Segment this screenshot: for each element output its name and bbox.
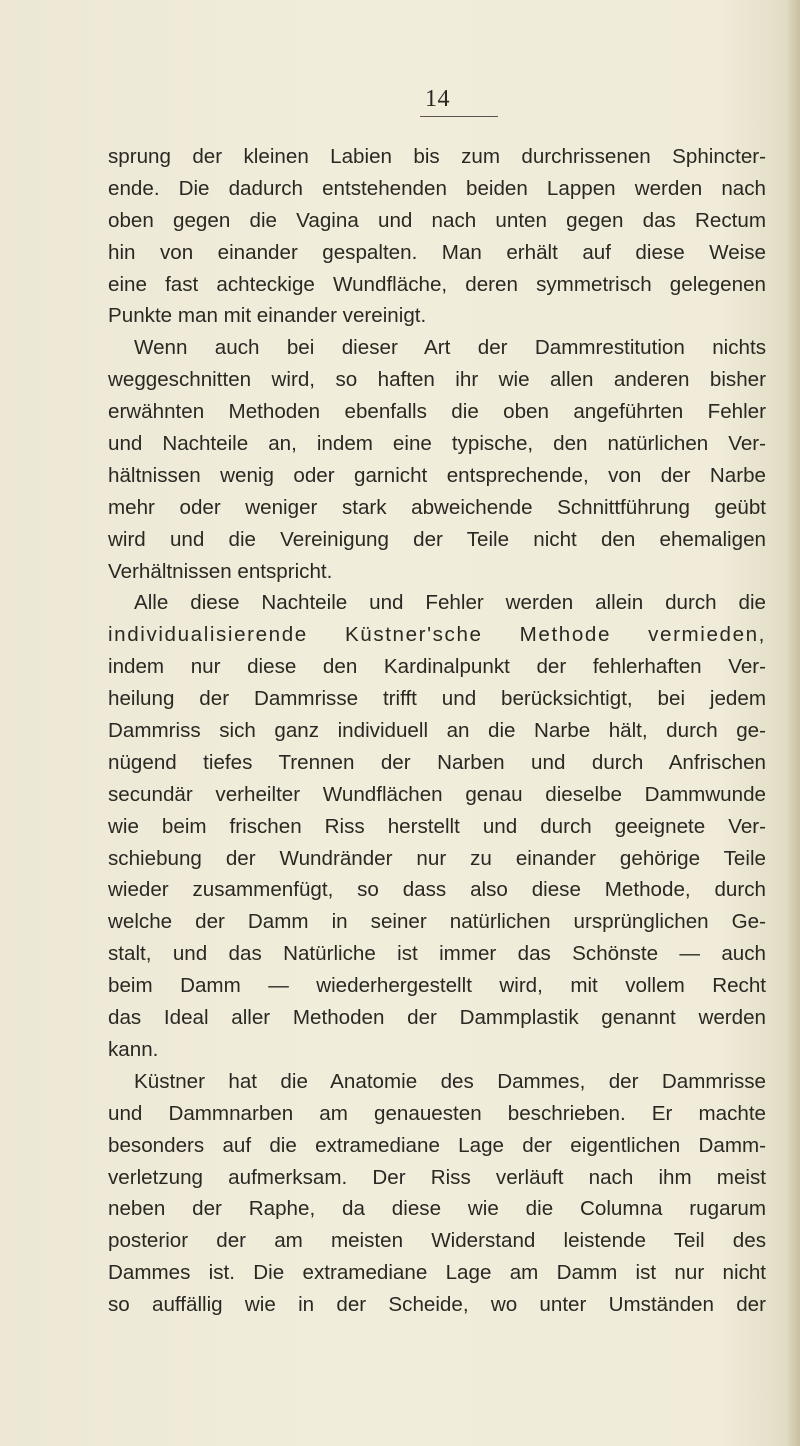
text-line: secundär verheilter Wundflächen genau dieselbe Dammwunde — [108, 782, 766, 806]
text-line: Wenn auch bei dieser Art der Dammrestitution nichts — [134, 336, 766, 360]
text-line: hältnissen wenig oder garnicht entsprechende, von der Narbe — [108, 463, 766, 487]
text-line: beim Damm — wiederhergestellt wird, mit vollem Recht — [108, 974, 766, 998]
text-line: Verhältnissen entspricht. — [108, 559, 333, 583]
text-line: Dammes ist. Die extramediane Lage am Damm ist nur nicht — [108, 1261, 766, 1285]
text-line: Dammriss sich ganz individuell an die Narbe hält, durch ge- — [108, 719, 766, 743]
text-line: besonders auf die extramediane Lage der eigentlichen Damm- — [108, 1133, 766, 1157]
text-line: so auffällig wie in der Scheide, wo unter Umständen der — [108, 1293, 766, 1317]
paragraph-1 — [108, 141, 766, 332]
text-line: neben der Raphe, da diese wie die Columna rugarum — [108, 1197, 766, 1221]
text-line: sprung der kleinen Labien bis zum durchrissenen Sphincter- — [108, 145, 766, 168]
text-line: mehr oder weniger stark abweichende Schnittführung geübt — [108, 495, 766, 519]
text-line: stalt, und das Natürliche ist immer das Schönste — auch — [108, 942, 766, 966]
page-edge-shadow — [786, 0, 800, 1446]
text-line: oben gegen die Vagina und nach unten gegen das Rectum — [108, 208, 766, 232]
text-line: wieder zusammenfügt, so dass also diese Methode, durch — [108, 878, 766, 902]
text-line: ende. Die dadurch entstehenden beiden Lappen werden nach — [108, 176, 766, 200]
text-line: indem nur diese den Kardinalpunkt der fehlerhaften Ver- — [108, 655, 766, 679]
body-text — [108, 141, 766, 1321]
text-line: das Ideal aller Methoden der Dammplastik genannt werden — [108, 1006, 766, 1030]
text-line: eine fast achteckige Wundfläche, deren symmetrisch gelegenen — [108, 272, 766, 296]
text-line: hin von einander gespalten. Man erhält auf diese Weise — [108, 240, 766, 264]
text-line: nügend tiefes Trennen der Narben und durch Anfrischen — [108, 750, 766, 774]
text-line: und Dammnarben am genauesten beschrieben. Er machte — [108, 1101, 766, 1125]
text-line: posterior der am meisten Widerstand leistende Teil des — [108, 1229, 766, 1253]
text-line: wie beim frischen Riss herstellt und durch geeignete Ver- — [108, 814, 766, 838]
paragraph-2 — [108, 332, 766, 587]
text-line: Küstner hat die Anatomie des Dammes, der Dammrisse — [134, 1069, 766, 1093]
text-line: wird und die Vereinigung der Teile nicht den ehemaligen — [108, 527, 766, 551]
paragraph-3 — [108, 587, 766, 1065]
text-line: individualisierende Küstner'sche Methode vermieden, — [108, 623, 766, 647]
text-line: erwähnten Methoden ebenfalls die oben angeführten Fehler — [108, 400, 766, 424]
text-line: und Nachteile an, indem eine typische, den natürlichen Ver- — [108, 432, 766, 456]
text-line: kann. — [108, 1037, 159, 1061]
text-line: schiebung der Wundränder nur zu einander gehörige Teile — [108, 846, 766, 870]
text-line: welche der Damm in seiner natürlichen ursprünglichen Ge- — [108, 910, 766, 934]
text-line: weggeschnitten wird, so haften ihr wie allen anderen bisher — [108, 368, 766, 392]
paragraph-4 — [108, 1066, 766, 1321]
text-line: heilung der Dammrisse trifft und berücksichtigt, bei jedem — [108, 687, 766, 711]
text-line: Alle diese Nachteile und Fehler werden allein durch die — [134, 591, 766, 615]
text-line: verletzung aufmerksam. Der Riss verläuft nach ihm meist — [108, 1165, 766, 1189]
text-line: Punkte man mit einander vereinigt. — [108, 304, 427, 328]
page-number-rule — [420, 116, 498, 117]
page-number: 14 — [425, 86, 450, 112]
